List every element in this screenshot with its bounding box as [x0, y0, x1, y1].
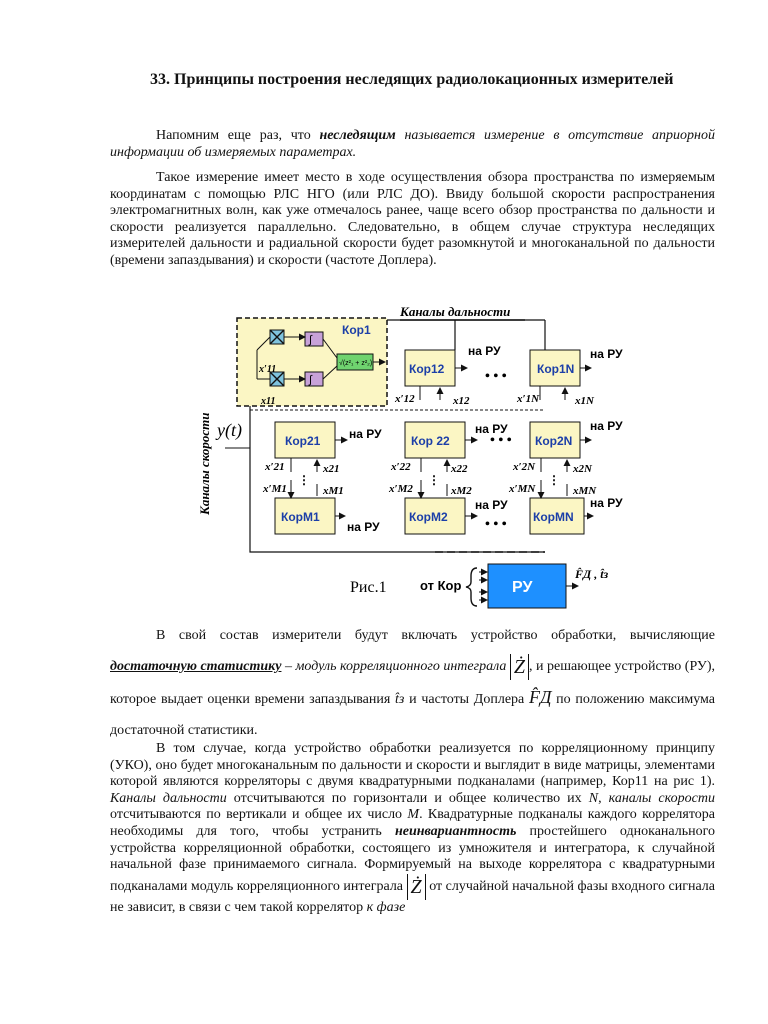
x11-prime-label: x′11 [259, 364, 277, 375]
x2n-prime-label: x′2N [513, 461, 536, 473]
paragraph-overview [110, 170, 715, 270]
ru-label: РУ [512, 579, 533, 596]
to-ru-label: на РУ [347, 520, 380, 534]
ellipsis: • • • [490, 433, 512, 448]
text: В свой состав измерители будут включать устройство обработки, вычисляющие [156, 628, 715, 643]
kor1n-label: Кор1N [537, 362, 575, 376]
velocity-channels-label: Каналы скорости [197, 412, 212, 515]
text: – модуль корреляционного интеграла [281, 659, 510, 674]
svg-text:⋮: ⋮ [428, 473, 440, 487]
integrator-symbol: ∫ [309, 374, 313, 386]
text: отсчитываются по вертикали и общее их число [110, 807, 408, 823]
text: и частоты Доплера [404, 692, 529, 707]
integrator-symbol: ∫ [309, 334, 313, 346]
xm1-label: xM1 [323, 485, 344, 497]
xm1-prime-label: x′M1 [263, 483, 287, 495]
term-nonfollowing: неследящим [319, 128, 396, 143]
term-range-channels: Каналы дальности [110, 790, 227, 806]
text: простейшего одноканального устройства корреляционной обработки, состоящего из умножителя и интегратора, к случайной начальной фазе принимаемого сигнала. Формируемый на выходе коррелятора с квадратурными подканалами модуль корреляционного интеграла [110, 823, 716, 894]
paragraph-sufficient-statistic [110, 620, 715, 746]
korm1-label: КорМ1 [281, 510, 320, 524]
x22-label: x22 [451, 463, 468, 475]
x11-label: x11 [261, 396, 276, 407]
text: отсчитываются по горизонтали и общее количество их [226, 790, 589, 806]
x1n-prime-label: x′1N [517, 393, 540, 405]
xm2-prime-label: x′M2 [389, 483, 413, 495]
paragraph-correlator-matrix [110, 741, 715, 916]
kor12-label: Кор12 [409, 362, 445, 376]
text: по положению максимума достаточной статистики. [110, 692, 715, 738]
xmn-label: xMN [573, 485, 597, 497]
to-ru-label: на РУ [590, 496, 623, 510]
x21-label: x21 [323, 463, 340, 475]
tz-symbol: t̂з [395, 692, 405, 707]
input-signal-label: y(t) [217, 420, 242, 440]
x12-label: x12 [453, 395, 470, 407]
m-symbol: M [407, 807, 420, 823]
estimates-output-label: F̂Д , t̂з [575, 567, 609, 581]
paragraph-definition [110, 128, 715, 161]
kor1-label: Кор1 [342, 323, 371, 337]
figure-caption: Рис.1 [350, 579, 387, 596]
kormn-label: КорМN [533, 510, 574, 524]
x12-prime-label: x′12 [395, 393, 415, 405]
text: называется измерение в отсутствие априорной информации об измеряемых параметрах. [110, 128, 715, 160]
from-kor-label: от Кор [420, 578, 462, 593]
z-abs-symbol: Ż [510, 654, 529, 680]
ellipsis: • • • [485, 517, 507, 532]
text: от случайной начальной фазы входного сигнала не зависит, в связи с чем такой коррелятор [110, 878, 715, 915]
x1n-label: x1N [575, 395, 594, 407]
text: , [598, 790, 609, 806]
integrator-block [305, 372, 323, 386]
text: к фазе [366, 899, 406, 915]
kor2n-label: Кор2N [535, 434, 573, 448]
n-symbol: N [588, 790, 599, 806]
magnitude-formula: √(z²₁ + z²₂) [339, 360, 373, 367]
text: В том случае, когда устройство обработки реализуется по корреляционному принципу (УКО), оно будет многоканальным по дальности и скорости и выглядит в виде матрицы, элементами которой являются корреляторы с двумя квадратурными подканалами (например, Кор11 на рис 1). [110, 741, 715, 790]
to-ru-label: на РУ [468, 344, 501, 358]
svg-text:⋮: ⋮ [298, 473, 310, 487]
x22-prime-label: x′22 [391, 461, 411, 473]
x2n-label: x2N [573, 463, 592, 475]
correlator-matrix-diagram [195, 300, 645, 615]
term-velocity-channels: каналы скорости [608, 790, 715, 806]
term-noninvariance: неинвариантность [394, 823, 517, 839]
kor22-label: Кор 22 [411, 434, 450, 448]
integrator-block [305, 332, 323, 346]
z-abs-symbol: Ż [407, 874, 426, 900]
to-ru-label: на РУ [349, 427, 382, 441]
text: . Квадратурные подканалы каждого коррелятора необходимы для того, чтобы устранить [110, 807, 715, 839]
fd-symbol: F̂Д [529, 687, 552, 707]
ellipsis: • • • [485, 369, 507, 384]
to-ru-label: на РУ [590, 419, 623, 433]
text: Такое измерение имеет место в ходе осуществления обзора пространства по измеряемым координатам с помощью РЛС НГО (или РЛС ДО). Ввиду большой скорости распространения электромагнитных волн, как уже отмечалось ранее, чаще всего обзор пространства по дальности и скорости реализуется параллельно. Следовательно, в общем случае структура неследящих измерителей дальности и радиальной скорости будет разомкнутой и многоканальной по дальности (времени запаздывания) и скорости (частоте Доплера). [110, 170, 715, 268]
term-sufficient-statistic: достаточную статистику [110, 659, 282, 674]
to-ru-label: на РУ [475, 422, 508, 436]
svg-text:⋮: ⋮ [548, 473, 560, 487]
text: Напомним еще раз, что [156, 128, 320, 143]
korm2-label: КорМ2 [409, 510, 448, 524]
range-channels-label: Каналы дальности [400, 304, 511, 319]
text: , и решающее устройство (РУ), которое выдает оценки времени запаздывания [110, 659, 715, 707]
to-ru-label: на РУ [475, 498, 508, 512]
section-heading: 33. Принципы построения неследящих радиолокационных измерителей [150, 71, 674, 88]
kor21-label: Кор21 [285, 434, 321, 448]
to-ru-label: на РУ [590, 347, 623, 361]
x21-prime-label: x′21 [265, 461, 285, 473]
xm2-label: xM2 [451, 485, 472, 497]
xmn-prime-label: x′MN [509, 483, 536, 495]
